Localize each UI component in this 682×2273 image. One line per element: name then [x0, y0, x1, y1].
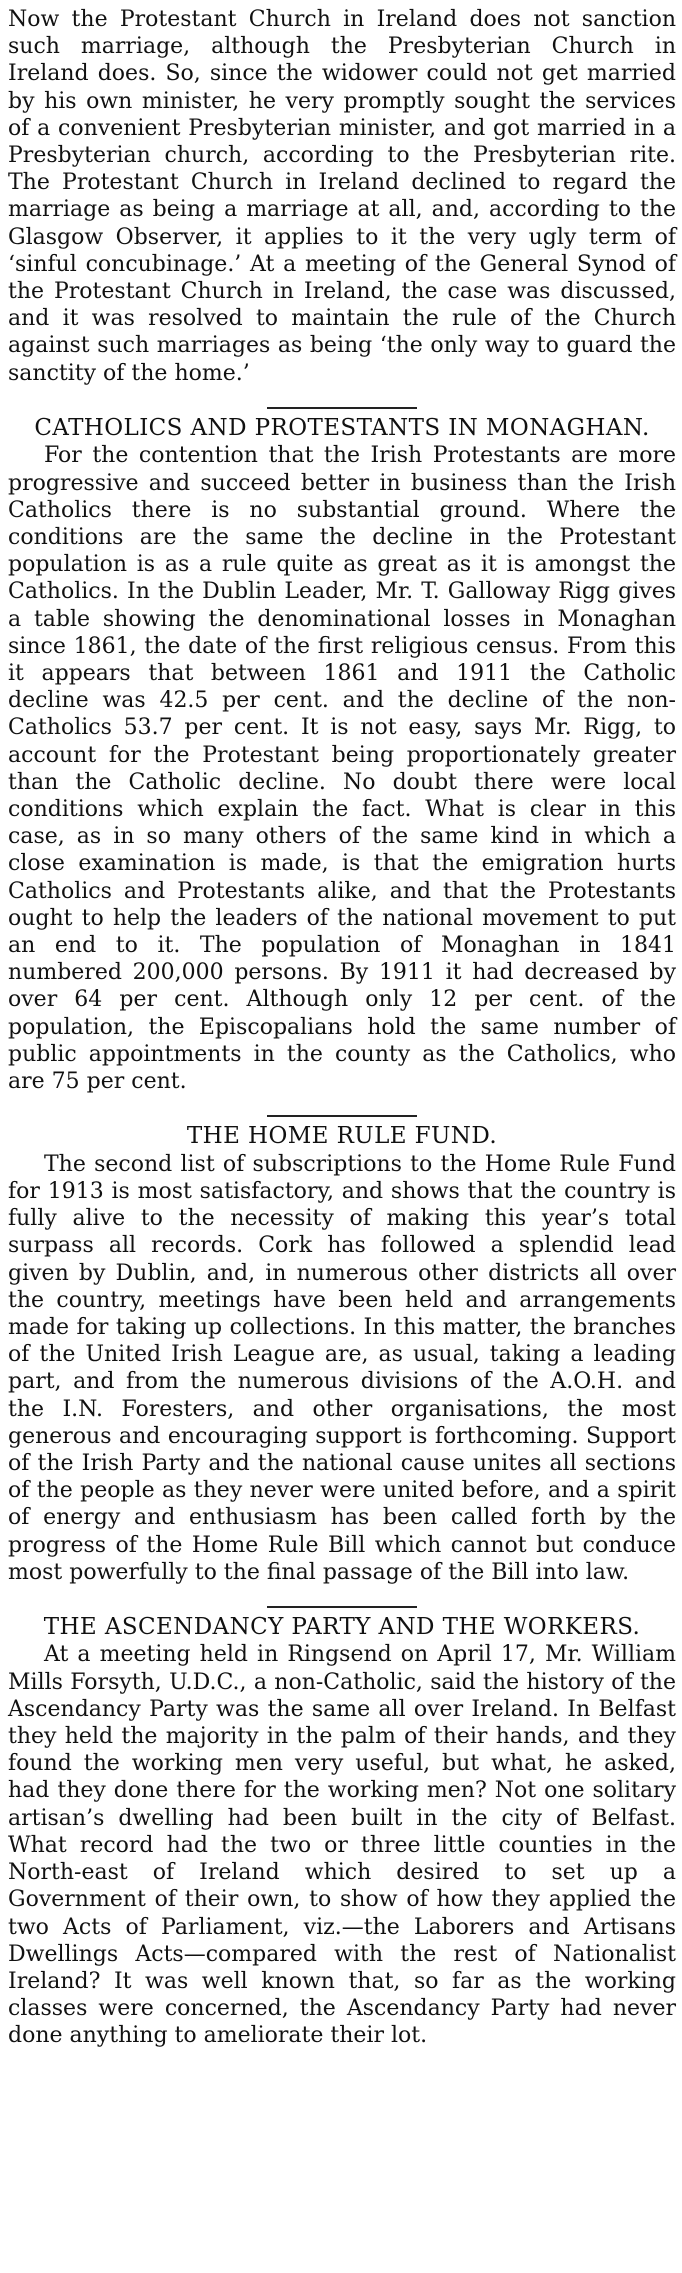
- section-heading: THE HOME RULE FUND.: [186, 1123, 498, 1150]
- section-divider: [267, 1115, 417, 1117]
- section-heading: CATHOLICS AND PROTESTANTS IN MONAGHAN.: [34, 414, 650, 441]
- opening-paragraph: Now the Protestant Church in Ireland does not sanction such marriage, although the Presbyterian Church in Ireland does. So, since the widower could not get married by his own minister, he very promptly sought the services of a convenient Presbyterian minister, and got married in a Presbyterian church, according to the Presbyterian rite. The Protestant Church in Ireland declined to regard the marriage as being a marriage at all, and, according to the Glasgow Observer, it applies to it the very ugly term of ‘sinful concubinage.’ At a meeting of the General Synod of the Protestant Church in Ireland, the case was discussed, and it was resolved to maintain the rule of the Church against such marriages as being ‘the only way to guard the sanctity of the home.’: [8, 7, 676, 386]
- section-home-rule-fund: [8, 1115, 676, 1586]
- section-ascendancy-party: [8, 1606, 676, 2050]
- section-divider: [267, 407, 417, 409]
- section-body: For the contention that the Irish Protestants are more progressive and succeed better in business than the Irish Catholics there is no substantial ground. Where the conditions are the same the decline in the Protestant population is as a rule quite as great as it is amongst the Catholics. In the Dublin Leader, Mr. T. Galloway Rigg gives a table showing the denominational losses in Monaghan since 1861, the date of the first religious census. From this it appears that between 1861 and 1911 the Catholic decline was 42.5 per cent. and the decline of the non-Catholics 53.7 per cent. It is not easy, says Mr. Rigg, to account for the Protestant being proportionately greater than the Catholic decline. No doubt there were local conditions which explain the fact. What is clear in this case, as in so many others of the same kind in which a close examination is made, is that the emigration hurts Catholics and Protestants alike, and that the Protestants ought to help the leaders of the national movement to put an end to it. The population of Monaghan in 1841 numbered 200,000 persons. By 1911 it had decreased by over 64 per cent. Although only 12 per cent. of the population, the Episcopalians hold the same number of public appointments in the county as the Catholics, who are 75 per cent.: [8, 443, 676, 1095]
- section-body: The second list of subscriptions to the Home Rule Fund for 1913 is most satisfactory, and shows that the country is fully alive to the necessity of making this year’s total surpass all records. Cork has followed a splendid lead given by Dublin, and, in numerous other districts all over the country, meetings have been held and arrangements made for taking up collections. In this matter, the branches of the United Irish League are, as usual, taking a leading part, and from the numerous divisions of the A.O.H. and the I.N. Foresters, and other organisations, the most generous and encouraging support is forthcoming. Support of the Irish Party and the national cause unites all sections of the people as they never were united before, and a spirit of energy and enthusiasm has been called forth by the progress of the Home Rule Bill which cannot but conduce most powerfully to the final passage of the Bill into law.: [8, 1151, 676, 1585]
- section-body: At a meeting held in Ringsend on April 17, Mr. William Mills Forsyth, U.D.C., a non-Catholic, said the history of the Ascendancy Party was the same all over Ireland. In Belfast they held the majority in the palm of their hands, and they found the working men very useful, but what, he asked, had they done there for the working men? Not one solitary artisan’s dwelling had been built in the city of Belfast. What record had the two or three little counties in the North-east of Ireland which desired to set up a Government of their own, to show of how they applied the two Acts of Parliament, viz.—the Laborers and Artisans Dwellings Acts—compared with the rest of Nationalist Ireland? It was well known that, so far as the working classes were concerned, the Ascendancy Party had never done anything to ameliorate their lot.: [8, 1642, 676, 2049]
- section-divider: [267, 1606, 417, 1608]
- section-monaghan: [8, 407, 676, 1095]
- section-heading: THE ASCENDANCY PARTY AND THE WORKERS.: [43, 1613, 641, 1640]
